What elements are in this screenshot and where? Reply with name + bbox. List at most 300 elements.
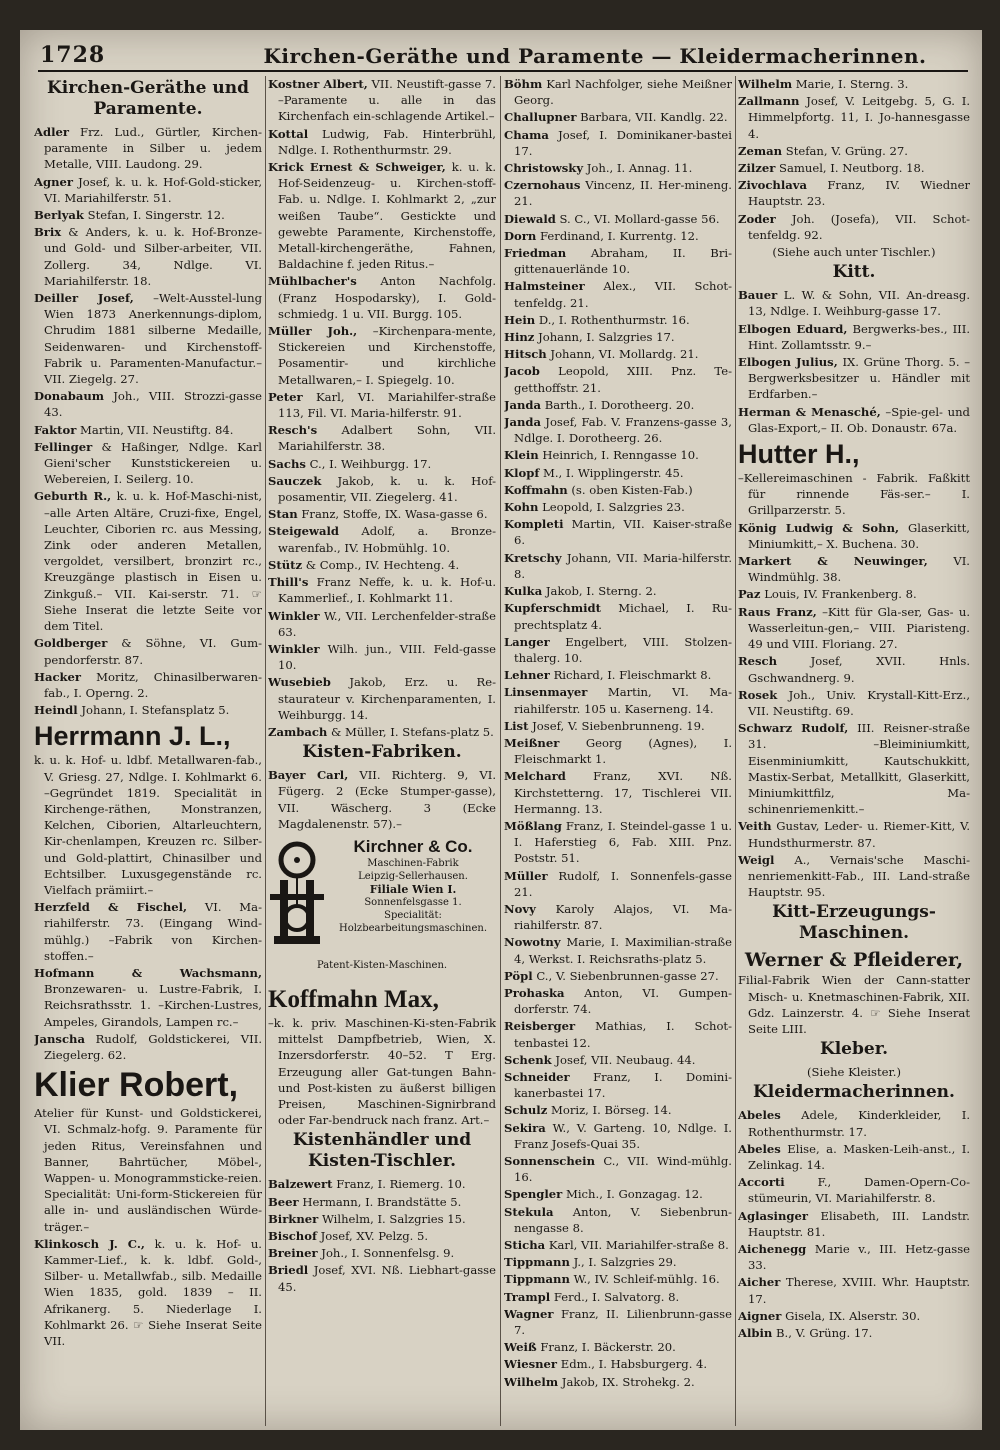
entry-details: Joh. (Josefa), VII. Schot-tenfeldg. 92. bbox=[748, 211, 970, 242]
entry-details: Bergwerks-bes., III. Hint. Zollamtsstr. 9.– bbox=[748, 321, 970, 352]
entry-name: Koffmahn bbox=[504, 482, 568, 497]
directory-entry bbox=[504, 968, 732, 984]
entry-name: List bbox=[504, 718, 529, 733]
directory-entry bbox=[504, 583, 732, 599]
entry-name: Trampl bbox=[504, 1289, 551, 1304]
directory-entry bbox=[504, 329, 732, 345]
entry-details: Marie, I. Maximilian-straße 4, Werkst. I. Reichsraths-platz 5. bbox=[514, 935, 732, 966]
directory-entry bbox=[504, 718, 732, 734]
entry-details: W., VII. Lerchenfelder-straße 63. bbox=[278, 608, 496, 639]
directory-entry bbox=[504, 397, 732, 413]
column-4 bbox=[738, 76, 970, 1426]
entry-details: S. C., VI. Mollard-gasse 56. bbox=[559, 211, 720, 226]
entry-details: Rudolf, Goldstickerei, VII. Ziegelerg. 62. bbox=[44, 1031, 262, 1062]
directory-entry bbox=[738, 586, 970, 602]
entry-name: Schulz bbox=[504, 1103, 548, 1118]
entry-details: Stefan, V. Grüng. 27. bbox=[785, 143, 908, 158]
column-3 bbox=[504, 76, 732, 1426]
entry-details: Martin, VII. Kaiser-straße 6. bbox=[514, 517, 732, 548]
cross-reference-note: (Siehe auch unter Tischler.) bbox=[772, 245, 936, 260]
entry-details: Joh., I. Sonnenfelsg. 9. bbox=[321, 1246, 455, 1261]
directory-entry bbox=[268, 574, 496, 606]
entry-details: Franz, IV. Wiedner Hauptstr. 23. bbox=[748, 178, 970, 209]
directory-entry bbox=[34, 422, 262, 438]
directory-entry bbox=[504, 735, 732, 767]
entry-details: & Müller, I. Stefans-platz 5. bbox=[331, 724, 494, 739]
directory-entry bbox=[504, 1069, 732, 1101]
directory-entry bbox=[34, 488, 262, 634]
entry-name: Diewald bbox=[504, 211, 556, 226]
entry-name: Resch's bbox=[268, 423, 318, 438]
directory-entry bbox=[738, 1208, 970, 1240]
entry-name: Balzewert bbox=[268, 1177, 333, 1192]
entry-details: Josef, XVI. Nß. Liebhart-gasse 45. bbox=[278, 1263, 496, 1294]
directory-entry bbox=[738, 520, 970, 552]
directory-entry bbox=[504, 667, 732, 683]
directory-entry bbox=[738, 287, 970, 319]
entry-name: Kretschy bbox=[504, 550, 562, 565]
page-header bbox=[20, 40, 982, 72]
directory-entry bbox=[504, 465, 732, 481]
entry-name: Breiner bbox=[268, 1246, 318, 1261]
directory-entry bbox=[504, 414, 732, 446]
entry-name: Meißner bbox=[504, 735, 560, 750]
entry-details: Vincenz, II. Her-mineng. 21. bbox=[514, 178, 732, 209]
directory-entry bbox=[34, 965, 262, 1030]
entry-details: Therese, XVIII. Whr. Hauptstr. 17. bbox=[748, 1275, 970, 1306]
entry-name: Schenk bbox=[504, 1052, 552, 1067]
directory-entry bbox=[268, 1262, 496, 1294]
advertisement-line: Maschinen-Fabrik bbox=[367, 857, 459, 869]
entry-details: Michael, I. Ru-prechtsplatz 4. bbox=[514, 601, 732, 632]
entry-name: Schneider bbox=[504, 1069, 570, 1084]
directory-entry bbox=[504, 934, 732, 966]
directory-entry bbox=[34, 635, 262, 667]
directory-entry bbox=[504, 245, 732, 277]
entry-name: Winkler bbox=[268, 608, 320, 623]
entry-details: Karl, VII. Mariahilfer-straße 8. bbox=[548, 1238, 729, 1253]
entry-details: Johann, VI. Mollardg. 21. bbox=[550, 347, 699, 362]
entry-details: Franz, I. Bäckerstr. 20. bbox=[540, 1340, 676, 1355]
entry-name: Krick Ernest & Schweiger, bbox=[268, 160, 446, 175]
advertiser-name: Werner & Pfleiderer, bbox=[744, 949, 964, 972]
entry-details: Johann, VII. Maria-hilferstr. 8. bbox=[514, 550, 732, 581]
entry-name: Kulka bbox=[504, 584, 543, 599]
directory-entry bbox=[504, 684, 732, 716]
entry-details: M., I. Wipplingerstr. 45. bbox=[543, 465, 684, 480]
entry-details: Mathias, I. Schot-tenbastei 12. bbox=[514, 1019, 732, 1050]
entry-details: –Kirchenpara-mente, Stickereien und Kirchenstoffe, Posamentir- und kirchliche Metallwaren,– I. Spiegelg. 10. bbox=[278, 324, 496, 387]
advertiser-name: Herrmann J. L., bbox=[34, 721, 231, 752]
entry-details: Martin, VI. Ma-riahilferstr. 105 u. Kaserneng. 14. bbox=[514, 685, 732, 716]
column-2 bbox=[268, 76, 496, 1426]
column-1 bbox=[34, 76, 262, 1426]
directory-entry bbox=[504, 160, 732, 176]
directory-entry bbox=[268, 767, 496, 832]
entry-details: Karl, VI. Mariahilfer-straße 113, Fil. VI. Maria-hilferstr. 91. bbox=[278, 389, 496, 421]
directory-entry bbox=[34, 1031, 262, 1063]
directory-entry bbox=[504, 516, 732, 548]
entry-name: Zivochlava bbox=[738, 178, 807, 193]
entry-name: Weiß bbox=[504, 1340, 537, 1355]
entry-name: Sekira bbox=[504, 1120, 546, 1135]
directory-entry bbox=[504, 346, 732, 362]
entry-details: Martin, VII. Neustiftg. 84. bbox=[80, 422, 234, 437]
directory-entry bbox=[504, 768, 732, 817]
entry-details: Moriz, I. Börseg. 14. bbox=[550, 1103, 672, 1118]
entry-details: Samuel, I. Neutborg. 18. bbox=[779, 161, 925, 176]
entry-details: Elisabeth, III. Landstr. Hauptstr. 81. bbox=[748, 1208, 970, 1239]
entry-name: Mößlang bbox=[504, 818, 562, 833]
directory-entry bbox=[504, 499, 732, 515]
directory-entry bbox=[34, 1236, 262, 1349]
entry-details: Bronzewaren- u. Lustre-Fabrik, I. Reichsrathsstr. 1. –Kirchen-Lustres, Ampeles, Girandols, Lampen rc.– bbox=[44, 982, 262, 1029]
advertisement-lines bbox=[330, 836, 496, 935]
entry-details: Josef, XV. Pelzg. 5. bbox=[320, 1228, 429, 1243]
entry-details: Franz, XVI. Nß. Kirchstetterng. 17, Tischlerei VII. Hermanng. 13. bbox=[514, 769, 732, 816]
entry-details: Gustav, Leder- u. Riemer-Kitt, V. Hundsthurmerstr. 87. bbox=[748, 819, 970, 850]
directory-entry bbox=[738, 1241, 970, 1273]
advertisement-line: Holzbearbeitungsmaschinen. bbox=[338, 922, 487, 934]
entry-name: Peter bbox=[268, 389, 303, 404]
directory-entry bbox=[34, 174, 262, 206]
directory-entry bbox=[268, 557, 496, 573]
directory-entry bbox=[504, 482, 732, 498]
entry-name: Briedl bbox=[268, 1263, 309, 1278]
directory-entry bbox=[504, 177, 732, 209]
directory-entry bbox=[504, 1237, 732, 1253]
directory-entry bbox=[504, 634, 732, 666]
entry-name: Reisberger bbox=[504, 1019, 576, 1034]
entry-name: Faktor bbox=[34, 422, 77, 437]
directory-entry bbox=[738, 1107, 970, 1139]
entry-details: Franz, I. Domini-kanerbastei 17. bbox=[514, 1069, 732, 1101]
entry-name: Zoder bbox=[738, 211, 776, 226]
directory-entry bbox=[504, 818, 732, 867]
entry-name: Kostner Albert, bbox=[268, 77, 368, 91]
entry-name: Linsenmayer bbox=[504, 685, 588, 700]
entry-name: Brix bbox=[34, 225, 62, 240]
entry-details: Glaserkitt, Miniumkitt,– X. Buchena. 30. bbox=[748, 520, 970, 551]
entry-name: Jacob bbox=[504, 364, 540, 379]
entry-name: Wilhelm bbox=[504, 1374, 559, 1389]
directory-entry bbox=[268, 608, 496, 640]
entry-name: Pöpl bbox=[504, 968, 533, 983]
directory-page bbox=[20, 30, 982, 1430]
directory-entry bbox=[504, 1374, 732, 1390]
entry-details: Elise, a. Masken-Leih-anst., I. Zelinkag. 14. bbox=[748, 1141, 970, 1172]
directory-entry bbox=[34, 702, 262, 718]
entry-details: A., Vernais'sche Maschi-nenriemenkitt-Fab., III. Land-straße Hauptstr. 95. bbox=[748, 852, 970, 900]
entry-name: Stekula bbox=[504, 1204, 554, 1219]
entry-name: Aichenegg bbox=[738, 1241, 807, 1256]
entry-details: Marie, I. Sterng. 3. bbox=[795, 77, 909, 91]
entry-details: Karl Nachfolger, siehe Meißner Georg. bbox=[514, 77, 732, 108]
entry-name: Zambach bbox=[268, 724, 328, 739]
entry-details: Barth., I. Dorotheerg. 20. bbox=[544, 397, 695, 412]
directory-entry bbox=[504, 1204, 732, 1236]
directory-entry bbox=[504, 76, 732, 108]
entry-name: Rosek bbox=[738, 687, 778, 702]
entry-name: Klinkosch J. C., bbox=[34, 1236, 145, 1251]
entry-name: Agner bbox=[34, 174, 74, 189]
directory-entry bbox=[738, 143, 970, 159]
entry-name: Elbogen Julius, bbox=[738, 355, 838, 370]
entry-details: Edm., I. Habsburgerg. 4. bbox=[560, 1357, 708, 1372]
directory-entry bbox=[268, 1228, 496, 1244]
entry-details: Anton Nachfolg. (Franz Hospodarsky), I. Gold-schmiedg. 1 u. VII. Burgg. 105. bbox=[278, 274, 496, 321]
entry-details: Jakob, k. u. k. Hof-posamentir, VII. Ziegelerg. 41. bbox=[278, 473, 496, 505]
entry-name: Schwarz Rudolf, bbox=[738, 721, 849, 736]
entry-details: Moritz, Chinasilberwaren-fab., I. Operng. 2. bbox=[44, 669, 262, 700]
entry-name: Paz bbox=[738, 587, 761, 602]
entry-name: Beer bbox=[268, 1194, 299, 1209]
column-divider bbox=[265, 76, 266, 1426]
entry-name: Adler bbox=[34, 125, 69, 139]
directory-entry bbox=[34, 388, 262, 420]
directory-entry bbox=[268, 126, 496, 158]
directory-entry bbox=[504, 211, 732, 227]
entry-name: Friedman bbox=[504, 246, 567, 261]
entry-details: –Welt-Ausstel-lung Wien 1873 Anerkennungs-diplom, Chrudim 1881 silberne Medaille, Seidenwaren- und Kirchenstoff-Fabrik u. Paramenten-Manufactur.– VII. Ziegelg. 27. bbox=[44, 291, 262, 387]
directory-entry bbox=[738, 404, 970, 436]
entry-details: Franz, I. Steindel-gasse 1 u. I. Haferstieg 6, Fab. XIII. Pnz. Poststr. 51. bbox=[514, 818, 732, 866]
entry-details: Gisela, IX. Alserstr. 30. bbox=[785, 1308, 921, 1323]
directory-entry bbox=[268, 506, 496, 522]
entry-details: Stefan, I. Singerstr. 12. bbox=[87, 208, 225, 223]
entry-name: Abeles bbox=[738, 1108, 781, 1123]
directory-entry bbox=[268, 159, 496, 272]
directory-entry bbox=[504, 1153, 732, 1185]
entry-name: Albin bbox=[738, 1326, 773, 1340]
entry-name: Herman & Menasché, bbox=[738, 404, 881, 419]
entry-details: Adolf, a. Bronze-warenfab., IV. Hobmühlg. 10. bbox=[278, 524, 496, 555]
entry-name: Lehner bbox=[504, 668, 550, 683]
directory-entry bbox=[34, 439, 262, 488]
entry-name: Donabaum bbox=[34, 389, 105, 404]
advertisement-footer: Patent-Kisten-Maschinen. bbox=[316, 959, 448, 971]
entry-details: VI. Windmühlg. 38. bbox=[748, 554, 970, 585]
entry-name: Kottal bbox=[268, 126, 309, 141]
entry-details: Franz, Stoffe, IX. Wasa-gasse 6. bbox=[301, 507, 488, 522]
entry-details: & Anders, k. u. k. Hof-Bronze- und Gold- und Silber-arbeiter, VII. Zollerg. 34, Ndlge. VI. Mariahilferstr. 18. bbox=[44, 225, 262, 288]
entry-name: Accorti bbox=[738, 1175, 785, 1190]
entry-details: Hermann, I. Brandstätte 5. bbox=[302, 1194, 462, 1209]
entry-name: Hacker bbox=[34, 669, 82, 684]
entry-name: Zallmann bbox=[738, 94, 800, 109]
section-heading: Kisten-Fabriken. bbox=[302, 742, 462, 763]
advertiser-name: Kirchner & Co. bbox=[353, 836, 473, 856]
entry-details: W., IV. Schleif-mühlg. 16. bbox=[573, 1272, 720, 1287]
entry-name: Weigl bbox=[738, 852, 775, 867]
entry-details: Johann, I. Stefansplatz 5. bbox=[81, 703, 230, 718]
entry-details: IX. Grüne Thorg. 5. –Bergwerksbesitzer u. Händler mit Erdfarben.– bbox=[748, 355, 970, 402]
column-divider bbox=[735, 76, 736, 1426]
advertiser-name: Hutter H., bbox=[738, 439, 860, 470]
entry-details: Georg (Agnes), I. Fleischmarkt 1. bbox=[514, 735, 732, 767]
columns bbox=[34, 76, 974, 1426]
entry-details: Josef, VII. Neubaug. 44. bbox=[555, 1052, 696, 1067]
entry-details: Adele, Kinderkleider, I. Rothenthurmstr. 17. bbox=[748, 1108, 970, 1139]
entry-details: C., VII. Wind-mühlg. 16. bbox=[514, 1154, 732, 1185]
entry-name: Kupferschmidt bbox=[504, 601, 601, 616]
entry-name: Aigner bbox=[738, 1308, 782, 1323]
entry-name: Zilzer bbox=[738, 161, 776, 176]
entry-details: Josef, k. u. k. Hof-Gold-sticker, VI. Mariahilferstr. 51. bbox=[44, 174, 262, 205]
directory-entry bbox=[268, 1245, 496, 1261]
entry-name: Resch bbox=[738, 654, 778, 669]
directory-entry bbox=[504, 1271, 732, 1287]
entry-name: Winkler bbox=[268, 641, 320, 656]
bandsaw-machine-icon bbox=[268, 840, 326, 946]
entry-name: Janda bbox=[504, 397, 542, 412]
entry-name: Wilhelm bbox=[738, 77, 793, 91]
entry-name: Klopf bbox=[504, 465, 540, 480]
directory-entry bbox=[504, 985, 732, 1017]
entry-details: Franz, II. Lilienbrunn-gasse 7. bbox=[514, 1306, 732, 1338]
advertisement-line: Leipzig-Sellerhausen. bbox=[358, 870, 468, 882]
entry-details: Karoly Alajos, VI. Ma-riahilferstr. 87. bbox=[514, 901, 732, 933]
entry-name: Bischof bbox=[268, 1228, 317, 1243]
entry-name: Tippmann bbox=[504, 1255, 570, 1270]
entry-details: Franz Neffe, k. u. k. Hof-u. Kammerlief., I. Kohlmarkt 11. bbox=[278, 575, 496, 606]
directory-entry bbox=[268, 724, 496, 740]
entry-name: Wusebieb bbox=[268, 675, 331, 690]
entry-details: Joh., VIII. Strozzi-gasse 43. bbox=[44, 389, 262, 420]
directory-entry bbox=[738, 76, 970, 92]
entry-details: Frz. Lud., Gürtler, Kirchen-paramente in Silber u. jedem Metalle, VIII. Laudong. 29. bbox=[44, 125, 262, 172]
directory-entry bbox=[738, 553, 970, 585]
entry-details: D., I. Rothenthurmstr. 16. bbox=[538, 312, 690, 327]
directory-entry bbox=[504, 1186, 732, 1202]
directory-entry bbox=[268, 473, 496, 505]
running-title: Kirchen-Geräthe und Paramente — Kleidermacherinnen. bbox=[263, 44, 927, 68]
directory-entry bbox=[738, 818, 970, 850]
directory-entry bbox=[504, 363, 732, 395]
directory-entry bbox=[34, 899, 262, 964]
directory-entry bbox=[504, 1306, 732, 1338]
entry-details: Josef, Fab. V. Franzens-gasse 3, Ndlge. I. Dorotheerg. 26. bbox=[514, 415, 732, 446]
directory-entry bbox=[268, 422, 496, 454]
directory-entry bbox=[738, 1174, 970, 1206]
entry-name: Mühlbacher's bbox=[268, 274, 357, 289]
entry-name: Müller bbox=[504, 868, 548, 883]
directory-entry bbox=[34, 207, 262, 223]
page-number: 1728 bbox=[40, 42, 106, 68]
directory-entry bbox=[504, 868, 732, 900]
entry-details: k. u. k. Hof-Maschi-nist, –alle Arten Altäre, Cruzi-fixe, Engel, Leuchter, Ciborien rc. aus Messing, Zink oder anderen Metallen, vergoldet, versilbert, bronzirt rc., Kreuzgänge plastisch in Eisen u. Zinkguß.– VII. Kai-serstr. 71. ☞ Siehe Inserat die letzte Seite vor dem Titel. bbox=[44, 489, 262, 634]
entry-name: Bayer Carl, bbox=[268, 768, 349, 783]
directory-entry bbox=[738, 211, 970, 243]
directory-entry bbox=[504, 447, 732, 463]
advertisement-text: k. u. k. Hof- u. ldbf. Metallwaren-fab., V. Griesg. 27, Ndlge. I. Kohlmarkt 6. –Gegründet 1819. Specialität in Kirchenge-räthen, Monstranzen, Kelchen, Ciborien, Altarleuchtern, Kir-chenlampen, Kreuzen rc. Silber- und Gold-plattirt, Chinasilber und Echtsilber. Luxusgegenstände rc. Vielfach prämiirt.– bbox=[34, 753, 262, 897]
entry-details: Johann, I. Salzgries 17. bbox=[538, 330, 675, 345]
entry-name: König Ludwig & Sohn, bbox=[738, 520, 900, 535]
entry-details: W., V. Garteng. 10, Ndlge. I. Franz Josefs-Quai 35. bbox=[514, 1120, 732, 1151]
entry-details: Engelbert, VIII. Stolzen-thalerg. 10. bbox=[514, 634, 732, 665]
directory-entry bbox=[268, 1194, 496, 1210]
entry-name: Raus Franz, bbox=[738, 604, 817, 619]
section-heading: Kirchen-Geräthe und Paramente. bbox=[47, 78, 249, 119]
directory-entry bbox=[738, 354, 970, 403]
directory-entry bbox=[504, 901, 732, 933]
entry-name: Abeles bbox=[738, 1141, 781, 1156]
directory-entry bbox=[268, 273, 496, 322]
entry-name: Elbogen Eduard, bbox=[738, 321, 848, 336]
entry-name: Spengler bbox=[504, 1187, 563, 1202]
directory-entry bbox=[34, 290, 262, 387]
entry-name: Nowotny bbox=[504, 935, 561, 950]
directory-entry bbox=[504, 1289, 732, 1305]
entry-name: Kohn bbox=[504, 500, 539, 515]
directory-entry bbox=[738, 1141, 970, 1173]
directory-entry bbox=[268, 456, 496, 472]
entry-name: Stan bbox=[268, 507, 298, 522]
directory-entry bbox=[504, 1120, 732, 1152]
directory-entry bbox=[738, 1325, 970, 1341]
section-heading: Kitt. bbox=[832, 262, 876, 283]
directory-entry bbox=[504, 278, 732, 310]
entry-details: Barbara, VII. Kandlg. 22. bbox=[580, 110, 728, 125]
entry-name: Janscha bbox=[34, 1031, 85, 1046]
advertisement-text: Atelier für Kunst- und Goldstickerei, VI. Schmalz-hofg. 9. Paramente für jeden Ritus, Vereinsfahnen und Banner, Bahrtücher, Möbel-, Wappen- u. Monogrammsticke-reien. Specialität: Uni-form-Stickereien für alle in- und ausländischen Würde-träger.– bbox=[34, 1106, 262, 1234]
entry-name: Sticha bbox=[504, 1238, 546, 1253]
entry-name: Herzfeld & Fischel, bbox=[34, 900, 188, 915]
directory-entry bbox=[268, 1176, 496, 1192]
entry-details: k. u. k. Hof-Seidenzeug- u. Kirchen-stoff-Fab. u. Ndlge. I. Kohlmarkt 2, „zur weißen Taube“. Gestickte und gewebte Paramente, Kirchenstoffe, Metall-kirchengeräthe, Fahnen, Baldachine f. jeden Ritus.– bbox=[278, 160, 496, 272]
entry-name: Heindl bbox=[34, 703, 78, 718]
directory-entry bbox=[504, 600, 732, 632]
directory-entry bbox=[504, 1339, 732, 1355]
entry-name: Böhm bbox=[504, 77, 543, 91]
entry-details: VI. Ma-riahilferstr. 73. (Eingang Wind-mühlg.) –Fabrik von Kirchen-stoffen.– bbox=[44, 900, 262, 963]
directory-entry bbox=[268, 641, 496, 673]
entry-details: C., V. Siebenbrunnen-gasse 27. bbox=[536, 968, 719, 983]
entry-details: Louis, IV. Frankenberg. 8. bbox=[764, 587, 917, 602]
entry-name: Langer bbox=[504, 634, 550, 649]
entry-details: Abraham, II. Bri-gittenauerlände 10. bbox=[514, 246, 732, 277]
entry-name: Novy bbox=[504, 901, 536, 916]
directory-entry bbox=[34, 669, 262, 701]
entry-details: VII. Neustift-gasse 7. –Paramente u. alle in das Kirchenfach ein-schlagende Artikel.– bbox=[278, 77, 496, 124]
entry-details: & Söhne, VI. Gum-pendorferstr. 87. bbox=[44, 636, 262, 667]
entry-details: Alex., VII. Schot-tenfeldg. 21. bbox=[514, 279, 732, 310]
entry-details: Adalbert Sohn, VII. Mariahilferstr. 38. bbox=[278, 423, 496, 454]
directory-entry bbox=[504, 109, 732, 125]
entry-details: Joh., Univ. Krystall-Kitt-Erz., VII. Neustiftg. 69. bbox=[748, 687, 970, 718]
directory-entry bbox=[504, 312, 732, 328]
entry-details: k. u. k. Hof- u. Kammer-Lief., k. k. ldbf. Gold-, Silber- u. Metallwfab., silb. Medaille Wien 1835, gold. 1839 – II. Afrikanerg. 5. Niederlage I. Kohlmarkt 26. ☞ Siehe Inserat Seite VII. bbox=[44, 1236, 262, 1349]
entry-details: Wilh. jun., VIII. Feld-gasse 10. bbox=[278, 641, 496, 673]
entry-name: Challupner bbox=[504, 110, 577, 125]
entry-name: Hofmann & Wachsmann, bbox=[34, 965, 262, 980]
section-heading: Kleber. bbox=[819, 1039, 889, 1060]
entry-name: Sauczek bbox=[268, 473, 322, 488]
entry-name: Berlyak bbox=[34, 208, 84, 223]
directory-entry bbox=[504, 1052, 732, 1068]
entry-name: Hitsch bbox=[504, 347, 547, 362]
entry-name: Klein bbox=[504, 448, 539, 463]
directory-entry bbox=[268, 523, 496, 555]
entry-name: Birkner bbox=[268, 1211, 319, 1226]
entry-details: Ferd., I. Salvatorg. 8. bbox=[553, 1289, 680, 1304]
entry-name: Chama bbox=[504, 127, 549, 142]
entry-name: Stütz bbox=[268, 557, 303, 572]
entry-name: Fellinger bbox=[34, 439, 93, 454]
directory-entry bbox=[738, 720, 970, 817]
directory-entry bbox=[738, 852, 970, 901]
entry-name: Christowsky bbox=[504, 161, 584, 176]
